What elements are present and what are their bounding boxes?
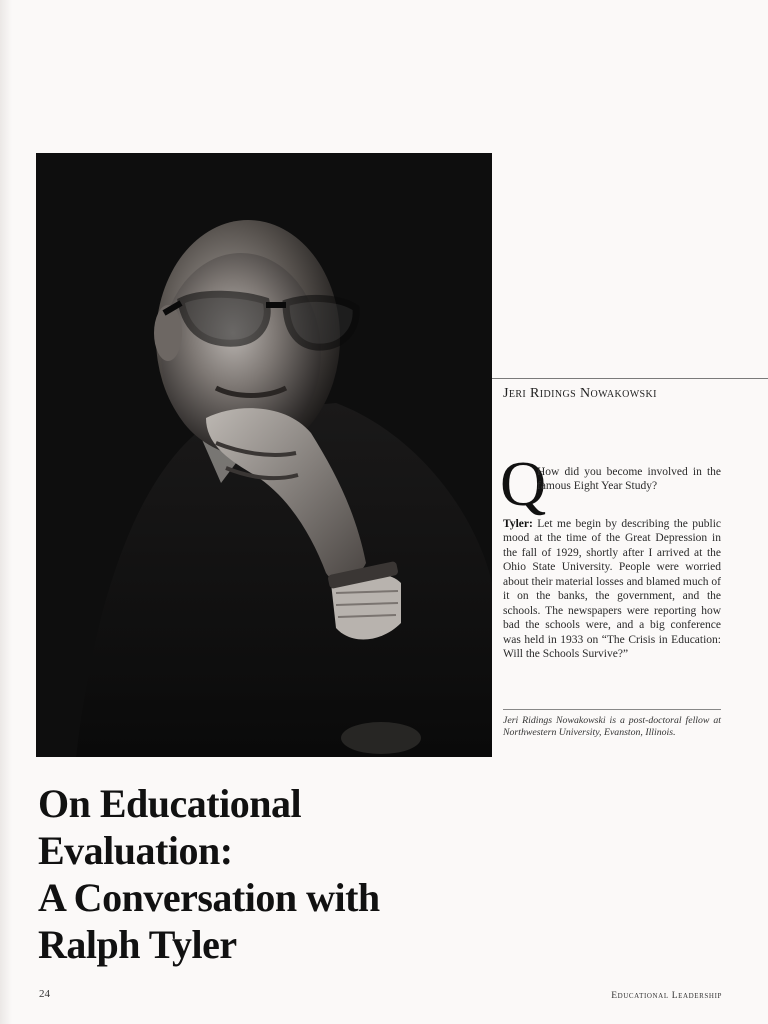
journal-name: Educational Leadership bbox=[611, 991, 722, 1001]
title-line-2: Evaluation: bbox=[38, 828, 233, 873]
section-rule bbox=[492, 378, 768, 379]
title-line-1: On Educational bbox=[38, 781, 302, 826]
page-gutter-shadow bbox=[0, 0, 12, 1024]
drop-cap-q: Q bbox=[500, 448, 547, 519]
article-title bbox=[38, 780, 508, 968]
title-line-4: Ralph Tyler bbox=[38, 922, 237, 967]
interview-question: How did you become involved in the famous Eight Year Study? bbox=[537, 466, 721, 492]
interview-answer bbox=[503, 517, 721, 662]
speaker-label: Tyler: bbox=[503, 518, 533, 530]
portrait-illustration bbox=[36, 153, 492, 757]
portrait-photo bbox=[36, 153, 492, 757]
bio-rule bbox=[503, 709, 721, 710]
author-bio: Jeri Ridings Nowakowski is a post-doctoral fellow at Northwestern University, Evanston, Illinois. bbox=[503, 715, 721, 739]
author-byline: Jeri Ridings Nowakowski bbox=[503, 386, 657, 401]
answer-text: Let me begin by describing the public mood at the time of the Great Depression in the fall of 1929, shortly after I arrived at the Ohio State University. People were worried about their material losses and blamed much of it on the banks, the government, and the schools. The newspapers were reporting how bad the schools were, and a big conference was held in 1933 on “The Crisis in Education: Will the Schools Survive?” bbox=[503, 518, 721, 661]
title-line-3: A Conversation with bbox=[38, 875, 380, 920]
page-number: 24 bbox=[39, 988, 50, 1000]
